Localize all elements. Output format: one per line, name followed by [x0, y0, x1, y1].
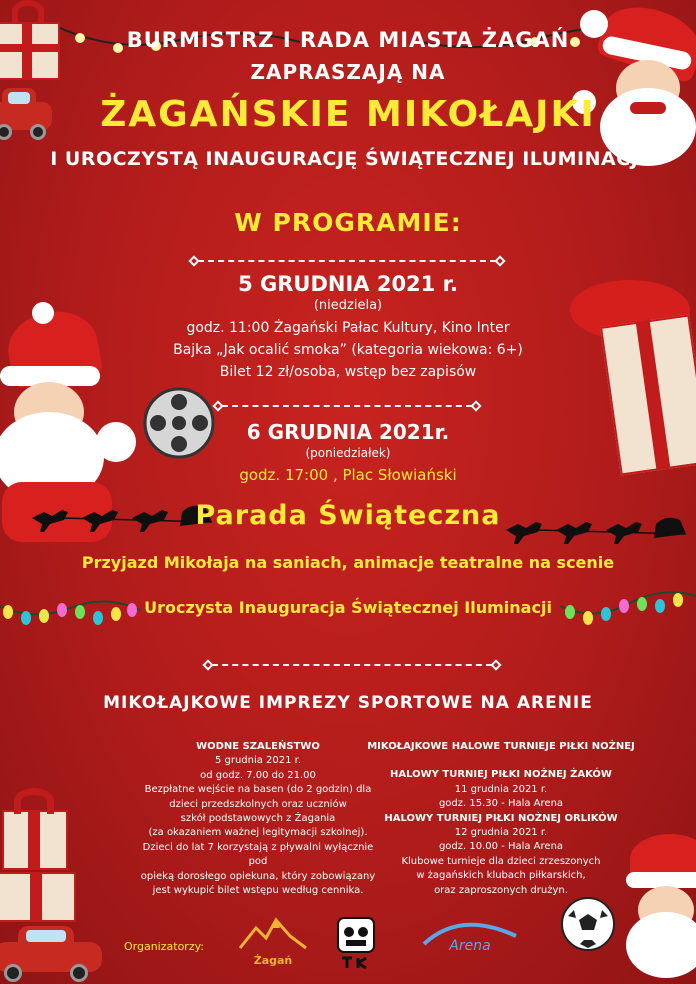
culture-center-logo [334, 914, 378, 970]
parade-title: Parada Świąteczna [195, 500, 501, 531]
inauguration-text: Uroczysta Inauguracja Świątecznej Iluminacji [144, 598, 552, 617]
day1-line-2: Bajka „Jak ocalić smoka” (kategoria wiekowa: 6+) [173, 342, 523, 358]
program-heading: W PROGRAMIE: [234, 208, 462, 237]
zagan-logo [236, 914, 310, 970]
football-title: MIKOŁAJKOWE HALOWE TURNIEJE PIŁKI NOŻNEJ [367, 741, 635, 752]
day1-line-3: Bilet 12 zł/osoba, wstęp bez zapisów [219, 364, 477, 380]
water-event-line: szkół podstawowych z Żagania [180, 813, 336, 825]
day1-weekday: (niedziela) [313, 298, 383, 313]
football-block2-line: oraz zaproszonych drużyn. [434, 884, 568, 896]
organizers-label: Organizatorzy: [124, 940, 205, 953]
divider-3 [212, 664, 492, 666]
day1-line-1: godz. 11:00 Żagański Pałac Kultury, Kino Inter [186, 320, 510, 336]
water-event-line: dzieci przedszkolnych oraz uczniów [169, 798, 347, 810]
santa-arrival-text: Przyjazd Mikołaja na saniach, animacje teatralne na scenie [81, 553, 615, 572]
arena-logo-text: Arena [449, 938, 491, 954]
football-block1-line: godz. 15.30 - Hala Arena [438, 798, 564, 810]
page-title: ŻAGAŃSKIE MIKOŁAJKI [100, 94, 596, 135]
zagan-logo-text: Żagań [253, 954, 293, 967]
page-subtitle: I UROCZYSTĄ INAUGURACJĘ ŚWIĄTECZNEJ ILUMINACJI [50, 148, 646, 170]
divider-1 [198, 260, 496, 262]
day2-date: 6 GRUDNIA 2021r. [246, 420, 450, 444]
water-event-column [138, 740, 378, 898]
day2-weekday: (poniedziałek) [305, 446, 391, 460]
gift-decoration-bottom-left [0, 780, 82, 930]
soccer-ball-icon [560, 896, 616, 952]
water-event-line: jest wykupić bilet wstępu według cennika. [152, 885, 364, 897]
divider-2 [222, 405, 472, 407]
football-column [362, 740, 640, 898]
water-event-line: Dzieci do lat 7 korzystają z pływalni wyłącznie pod [142, 841, 374, 868]
football-block2-line: w żagańskich klubach piłkarskich, [416, 870, 586, 882]
day2-line-1: godz. 17:00 , Plac Słowiański [239, 466, 457, 484]
football-block2-line: Klubowe turnieje dla dzieci zrzeszonych [401, 855, 601, 867]
header-line-1: BURMISTRZ I RADA MIASTA ŻAGAŃ [126, 28, 570, 52]
water-event-line: (za okazaniem ważnej legitymacji szkolnej). [148, 827, 368, 839]
water-event-line: od godz. 7.00 do 21.00 [200, 769, 316, 781]
header-line-2: ZAPRASZAJĄ NA [250, 60, 446, 84]
football-block2-line: godz. 10.00 - Hala Arena [438, 841, 564, 853]
water-event-line: 5 grudnia 2021 r. [214, 755, 302, 767]
football-block2-title: HALOWY TURNIEJ PIŁKI NOŻNEJ ORLIKÓW [384, 812, 618, 824]
toy-car-icon-bottom-left [0, 926, 106, 984]
sports-heading: MIKOŁAJKOWE IMPREZY SPORTOWE NA ARENIE [103, 693, 593, 713]
football-block2-line: 12 grudnia 2021 r. [454, 827, 548, 839]
day1-date: 5 GRUDNIA 2021 r. [238, 272, 458, 296]
water-event-line: opieką dorosłego opiekuna, który zobowiązany [140, 870, 376, 882]
football-block1-title: HALOWY TURNIEJ PIŁKI NOŻNEJ ŻAKÓW [390, 769, 612, 781]
water-event-title: WODNE SZALEŃSTWO [196, 741, 320, 752]
water-event-line: Bezpłatne wejście na basen (do 2 godzin) dla [144, 784, 372, 796]
football-block1-line: 11 grudnia 2021 r. [454, 783, 548, 795]
arena-logo [420, 916, 520, 968]
